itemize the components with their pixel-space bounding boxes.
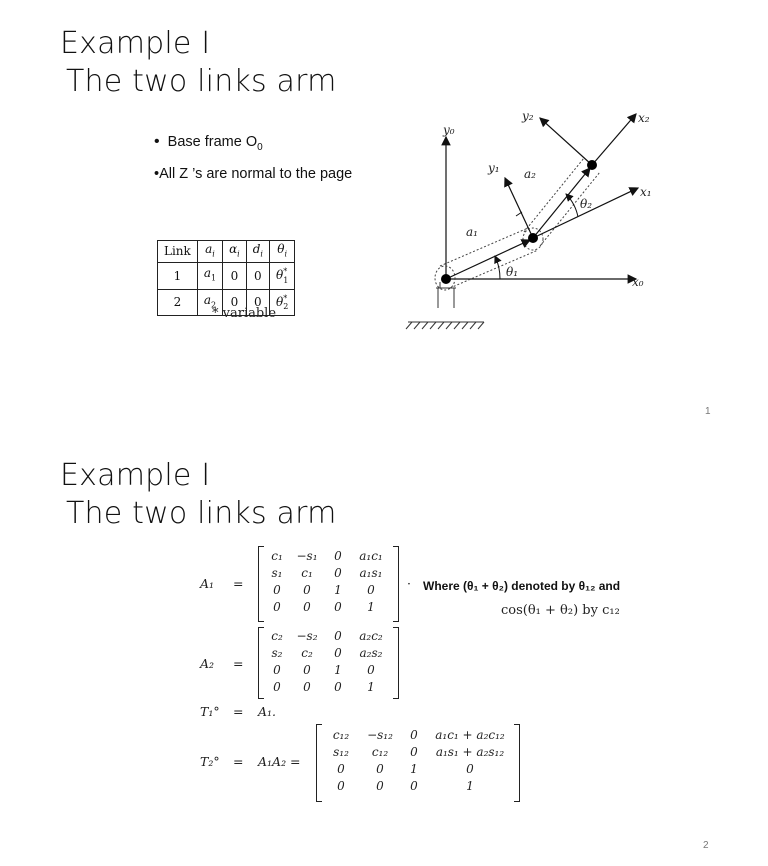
matrix-cell: 0 [273,663,281,677]
matrix-cell: a₂c₂ [359,629,383,643]
bullet-base-frame-text: Base frame O [167,134,258,150]
label-x2: x₂ [638,111,650,125]
T1-equals: = [233,704,244,719]
A1-matrix [266,548,392,616]
slide-1-title-line2: The two links arm [66,64,337,99]
note-cos: cos(θ₁ + θ₂) by c₁₂ [501,603,620,618]
matrix-row [266,582,392,599]
matrix-cell: c₂ [301,646,313,660]
matrix-cell: 0 [367,663,375,677]
matrix-cell: 0 [303,663,311,677]
matrix-cell: 1 [334,583,342,597]
table-footnote: * variable [212,306,277,321]
matrix-row [324,727,514,744]
two-link-arm-diagram [400,100,670,330]
row2-theta: $\theta^*_2$ [269,289,294,315]
matrix-cell: 0 [334,566,342,580]
dh-parameter-table [157,240,295,316]
y1-axis [505,178,533,238]
matrix-cell: 0 [334,629,342,643]
label-a1: a₁ [466,225,478,239]
header-theta: $\theta_i$ [269,241,294,263]
T2-equals: = [233,754,244,769]
matrix-row [266,662,392,679]
table-row [158,263,295,289]
matrix-cell: 0 [410,745,418,759]
matrix-cell: 1 [466,779,474,793]
matrix-cell: 0 [337,762,345,776]
matrix-row [266,628,392,645]
label-theta2: θ₂ [580,197,593,211]
matrix-cell: 0 [337,779,345,793]
T2-rhs: A₁A₂ = [258,754,301,769]
label-y1: y₁ [488,161,500,175]
matrix-cell: c₁₂ [371,745,389,759]
matrix-cell: 0 [376,762,384,776]
matrix-row [266,565,392,582]
A2-equals: = [233,656,244,671]
matrix-row [324,778,514,795]
row1-alpha: 0 [223,263,247,289]
matrix-cell: 1 [367,600,375,614]
bullet-z-normal: •All Z ’s are normal to the page [154,166,353,182]
row1-a: $a_1$ [197,263,222,289]
slide-1-title-line1: Example I [60,26,211,61]
row1-d: 0 [246,263,269,289]
header-link: Link [158,241,198,263]
bullet-base-frame [154,133,263,153]
matrix-cell: 0 [367,583,375,597]
joint-2 [587,160,597,170]
bullet-dot-icon: • [154,133,160,150]
A2-left-bracket [258,627,264,699]
label-y2: y₂ [522,109,534,123]
matrix-row [324,744,514,761]
T2-left-bracket [316,724,322,802]
matrix-cell: s₁₂ [333,745,349,759]
T2-lhs: T₂° [200,754,220,769]
matrix-cell: c₂ [271,629,283,643]
A1-left-bracket [258,546,264,622]
matrix-cell: a₂s₂ [359,646,383,660]
header-d: $d_i$ [246,241,269,263]
matrix-cell: 0 [303,583,311,597]
label-x0: x₀ [632,275,644,289]
A1-equals: = [233,576,244,591]
table-header-row [158,241,295,263]
y2-axis [540,118,592,165]
matrix-cell: 0 [466,762,474,776]
slide-2-title-line1: Example I [60,458,211,493]
matrix-row [266,645,392,662]
A1-lhs: A₁ [200,576,215,591]
A2-matrix [266,628,392,696]
y1-tick [516,212,522,216]
matrix-cell: s₁ [271,566,283,580]
row1-link: 1 [158,263,198,289]
row2-d: 0 [246,289,269,315]
matrix-cell: 0 [334,549,342,563]
T1-rhs: A₁. [258,704,277,719]
matrix-cell: 1 [334,663,342,677]
page-number-2: 2 [703,840,709,851]
A2-lhs: A₂ [200,656,215,671]
T2-right-bracket [514,724,520,802]
matrix-cell: 1 [410,762,418,776]
row2-link: 2 [158,289,198,315]
bullet-base-frame-sub: 0 [257,141,263,153]
matrix-row [266,548,392,565]
matrix-cell: a₁s₁ + a₂s₁₂ [435,745,505,759]
row2-a: $a_2$ [197,289,222,315]
x2-axis [592,114,636,165]
row2-alpha: 0 [223,289,247,315]
joint-0 [441,274,451,284]
matrix-cell: −s₁ [296,549,318,563]
matrix-cell: −s₂ [296,629,318,643]
matrix-cell: 0 [303,600,311,614]
matrix-row [324,761,514,778]
A1-dot: · [407,576,411,591]
ground-hatch [406,322,484,329]
matrix-cell: 0 [410,779,418,793]
matrix-cell: c₁ [271,549,283,563]
note-theta12: Where (θ₁ + θ₂) denoted by θ₁₂ and [423,579,621,593]
theta1-arc [495,256,500,279]
theta2-arc [566,194,578,217]
x1-axis [533,188,638,238]
row1-theta: $\theta^*_1$ [269,263,294,289]
matrix-cell: 1 [367,680,375,694]
label-x1: x₁ [640,185,652,199]
label-theta1: θ₁ [506,265,519,279]
A2-right-bracket [393,627,399,699]
matrix-cell: 0 [334,680,342,694]
matrix-cell: s₂ [271,646,283,660]
matrix-cell: 0 [273,600,281,614]
matrix-cell: c₁₂ [332,728,350,742]
slide-2-title-line2: The two links arm [66,496,337,531]
matrix-cell: 0 [303,680,311,694]
joint-1 [528,233,538,243]
header-alpha: $\alpha_i$ [223,241,247,263]
label-a2: a₂ [524,167,536,181]
label-y0: y₀ [443,123,455,137]
matrix-cell: c₁ [301,566,313,580]
page-number-1: 1 [705,406,711,417]
matrix-row [266,679,392,696]
T2-matrix [324,727,514,795]
T1-lhs: T₁° [200,704,220,719]
matrix-row [266,599,392,616]
A1-right-bracket [393,546,399,622]
matrix-cell: a₁s₁ [359,566,383,580]
matrix-cell: 0 [334,600,342,614]
header-a: $a_i$ [197,241,222,263]
matrix-cell: 0 [273,680,281,694]
matrix-cell: −s₁₂ [367,728,393,742]
matrix-cell: a₁c₁ [359,549,383,563]
matrix-cell: a₁c₁ + a₂c₁₂ [435,728,505,742]
matrix-cell: 0 [273,583,281,597]
matrix-cell: 0 [410,728,418,742]
matrix-cell: 0 [376,779,384,793]
matrix-cell: 0 [334,646,342,660]
